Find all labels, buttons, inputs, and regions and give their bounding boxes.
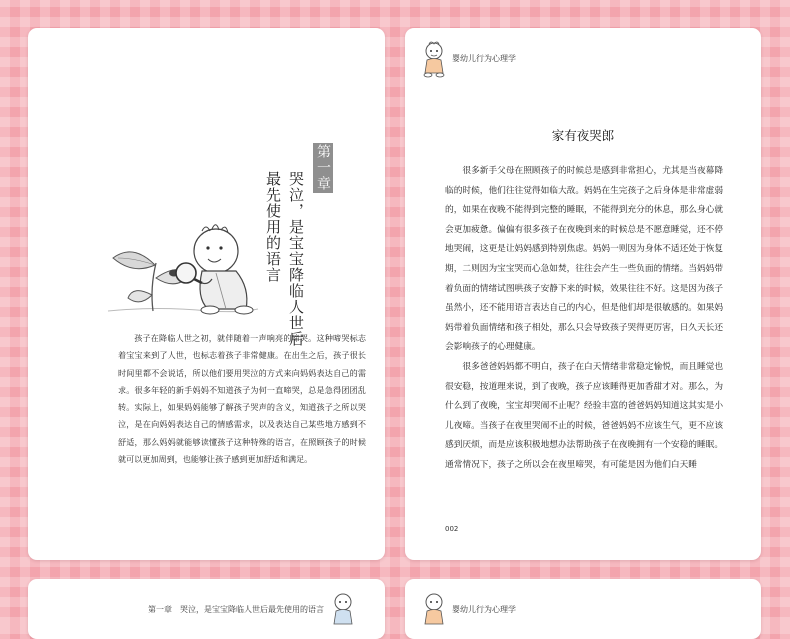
running-header: 婴幼儿行为心理学: [452, 605, 516, 614]
left-book-page: [28, 28, 385, 560]
running-header: 第一章 哭泣，是宝宝降临人世后最先使用的语言: [148, 605, 324, 614]
running-header: 婴幼儿行为心理学: [452, 54, 516, 63]
bottom-right-book-page: [405, 579, 761, 639]
right-book-page: [405, 28, 761, 560]
intro-paragraph: 孩子在降临人世之初，就伴随着一声响亮的啼哭。这种啼哭标志着宝宝来到了人世，也标志着孩子非常健康。在出生之后，孩子很长时间里都不会说话，所以他们要用哭泣的方式来向妈妈表达自己的需求。很多年轻的新手妈妈不知道孩子为何一直啼哭，总是急得团团乱转。实际上，如果妈妈能够了解孩子哭声的含义，知道孩子之所以哭泣，是在向妈妈表达自己的情感需求，以及表达自己某些地方感到不舒适，那么妈妈就能够读懂孩子这种特殊的语言，在照顾孩子的时候就可以更加周到，也能够让孩子感到更加舒适和满足。: [118, 333, 366, 465]
chapter-tag: 第一章: [315, 144, 331, 192]
bottom-left-book-page: [28, 579, 385, 639]
baby-logo-icon: [421, 40, 447, 80]
section-title: 家有夜哭郎: [551, 128, 615, 143]
body-paragraph: 很多爸爸妈妈都不明白，孩子在白天情绪非常稳定愉悦，而且睡觉也很安稳，按道理来说，到了夜晚，孩子应该睡得更加香甜才对。那么，为什么到了夜晚，宝宝却哭闹不止呢？经验丰富的爸爸妈妈知道这其实是小儿夜啼。当孩子在夜里哭闹不止的时候，爸爸妈妈不应该生气，更不应该感到厌烦，而是应该积极地想办法帮助孩子在夜晚拥有一个安稳的睡眠。通常情况下，孩子之所以会在夜里啼哭，有可能是因为他们白天睡: [445, 361, 724, 470]
baby-with-magnifier-illustration: [98, 203, 268, 318]
baby-logo-icon: [330, 591, 356, 631]
chapter-title-line1: 哭泣，是宝宝降临人世后: [287, 171, 305, 347]
page-number: 002: [445, 525, 459, 533]
baby-logo-icon: [421, 591, 447, 631]
section-body: [445, 162, 723, 476]
chapter-intro: [118, 330, 366, 468]
body-paragraph: 很多新手父母在照顾孩子的时候总是感到非常担心，尤其是当夜幕降临的时候，他们往往觉得如临大敌。妈妈在生完孩子之后身体是非常虚弱的，如果在夜晚不能得到完整的睡眠，不能得到充分的休息，那么身心就会更加疲惫。偏偏有很多孩子在夜晚到来的时候总是不愿意睡觉，还不停地哭闹，这更是让妈妈感到特别焦虑。妈妈一则因为身体不适还处于恢复期，二则因为宝宝哭而心急如焚，往往会产生一些负面的情绪。当妈妈带着负面的情绪试图哄孩子安静下来的时候，效果往往不好。这是因为孩子虽然小，还不能用语言表达自己的内心，但是他们却是很敏感的。如果妈妈带着负面情绪和孩子相处，那么只会导致孩子哭得更厉害，日久天长还会影响孩子的心理健康。: [445, 166, 724, 353]
chapter-title-line2: 最先使用的语言: [264, 171, 282, 283]
